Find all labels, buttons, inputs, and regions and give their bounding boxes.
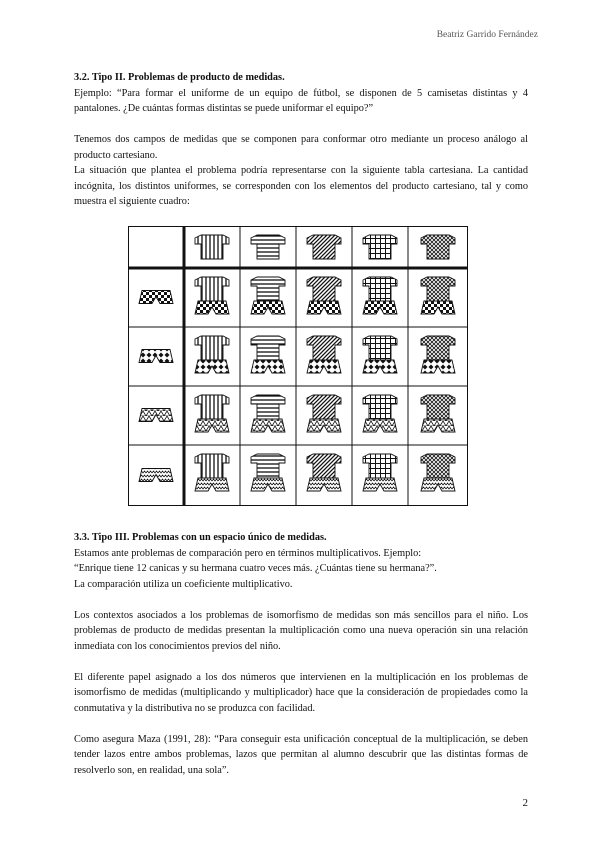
uniform-shirt	[307, 336, 341, 360]
uniform-pants	[421, 301, 455, 314]
uniform-pants	[363, 360, 397, 373]
section-3-3-p3: La comparación utiliza un coeficiente multiplicativo.	[74, 578, 293, 590]
pants-header-4	[139, 469, 173, 482]
table-grid	[128, 226, 468, 506]
pants-header-3	[139, 409, 173, 422]
uniform-pants	[251, 478, 285, 491]
uniform-pants	[251, 360, 285, 373]
section-3-3-p2: “Enrique tiene 12 canicas y su hermana cuatro veces más. ¿Cuántas tiene su hermana?”.	[74, 563, 437, 574]
uniform-3-2	[251, 395, 285, 432]
section-3-2-paragraph-1: Tenemos dos campos de medidas que se componen para conformar otro mediante un proceso análogo al producto cartesiano.	[74, 134, 528, 161]
section-3-2	[74, 70, 528, 210]
section-3-3-title: 3.3. Tipo III. Problemas con un espacio único de medidas.	[74, 532, 327, 543]
shirt-header-4	[363, 235, 397, 259]
uniform-4-3	[307, 454, 341, 491]
uniform-pants	[195, 478, 229, 491]
uniform-pants	[307, 301, 341, 314]
shirt-header-5	[421, 235, 455, 259]
uniform-shirt	[421, 395, 455, 419]
shirt-header-2	[251, 235, 285, 259]
uniform-pants	[421, 419, 455, 432]
uniform-pants	[307, 360, 341, 373]
uniform-pants	[307, 478, 341, 491]
uniform-shirt	[363, 277, 397, 301]
uniform-2-3	[307, 336, 341, 373]
uniform-shirt	[251, 454, 285, 478]
uniform-shirt	[195, 336, 229, 360]
uniform-shirt	[307, 454, 341, 478]
uniform-pants	[363, 478, 397, 491]
page-header-author: Beatriz Garrido Fernández	[436, 30, 538, 40]
uniform-pants	[195, 419, 229, 432]
shirt-header-1	[195, 235, 229, 259]
uniform-4-5	[421, 454, 455, 491]
uniform-pants	[307, 419, 341, 432]
section-3-3-p6: Como asegura Maza (1991, 28): “Para conseguir esta unificación conceptual de la multiplicación, se deben tender lazos entre ambos problemas, lazos que permitan al alumno descubrir que las distintas formas de resolverlo son, en realidad, una sola”.	[74, 733, 528, 776]
uniform-shirt	[363, 336, 397, 360]
section-3-3-p4: Los contextos asociados a los problemas de isomorfismo de medidas son más sencillos para el niño. Los problemas de producto de medidas presentan la multiplicación como una nueva operación sin una relación inmediata con los conocimientos previos del niño.	[74, 609, 528, 652]
uniform-2-4	[363, 336, 397, 373]
uniform-4-1	[195, 454, 229, 491]
uniform-2-5	[421, 336, 455, 373]
uniform-shirt	[195, 395, 229, 419]
uniform-1-2	[251, 277, 285, 314]
uniform-pants	[251, 301, 285, 314]
uniform-shirt	[363, 395, 397, 419]
shirt-header-3	[307, 235, 341, 259]
cartesian-uniform-table	[128, 226, 468, 506]
uniform-shirt	[251, 277, 285, 301]
uniform-shirt	[421, 336, 455, 360]
uniform-pants	[363, 301, 397, 314]
section-3-3-p1: Estamos ante problemas de comparación pero en términos multiplicativos. Ejemplo:	[74, 547, 422, 559]
uniform-shirt	[251, 395, 285, 419]
uniform-shirt	[307, 277, 341, 301]
section-3-2-example: Ejemplo: “Para formar el uniforme de un equipo de fútbol, se disponen de 5 camisetas distintas y 4 pantalones. ¿De cuántas formas distintas se puede uniformar el equipo?”	[74, 87, 528, 114]
uniform-1-1	[195, 277, 229, 314]
uniform-pants	[251, 419, 285, 432]
uniform-3-1	[195, 395, 229, 432]
section-3-2-paragraph-2: La situación que plantea el problema podría representarse con la siguiente tabla cartesiana. La cantidad incógnita, los distintos uniformes, se corresponden con los elementos del producto cartesiano, tal y como muestra el siguiente cuadro:	[74, 165, 528, 207]
uniform-2-1	[195, 336, 229, 373]
uniform-shirt	[421, 277, 455, 301]
uniform-pants	[363, 419, 397, 432]
uniform-shirt	[363, 454, 397, 478]
section-3-2-title: 3.2. Tipo II. Problemas de producto de medidas.	[74, 72, 285, 83]
uniform-shirt	[195, 454, 229, 478]
pants-header-1	[139, 291, 173, 304]
section-3-3	[74, 530, 528, 778]
uniform-pants	[195, 360, 229, 373]
uniform-shirt	[307, 395, 341, 419]
uniform-1-3	[307, 277, 341, 314]
uniform-pants	[421, 360, 455, 373]
page-number: 2	[522, 797, 528, 809]
pants-header-2	[139, 350, 173, 363]
section-3-3-p5: El diferente papel asignado a los dos números que intervienen en la multiplicación en los problemas de isomorfismo de medidas (multiplicando y multiplicador) hace que la consideración de propiedades como la conmutativa y la distributiva no se produzca con facilidad.	[74, 671, 528, 714]
uniform-pants	[421, 478, 455, 491]
uniform-shirt	[195, 277, 229, 301]
uniform-3-5	[421, 395, 455, 432]
uniform-1-5	[421, 277, 455, 314]
uniform-pants	[195, 301, 229, 314]
uniform-4-2	[251, 454, 285, 491]
uniform-1-4	[363, 277, 397, 314]
uniform-4-4	[363, 454, 397, 491]
uniform-3-4	[363, 395, 397, 432]
uniform-shirt	[421, 454, 455, 478]
uniform-3-3	[307, 395, 341, 432]
uniform-shirt	[251, 336, 285, 360]
uniform-2-2	[251, 336, 285, 373]
